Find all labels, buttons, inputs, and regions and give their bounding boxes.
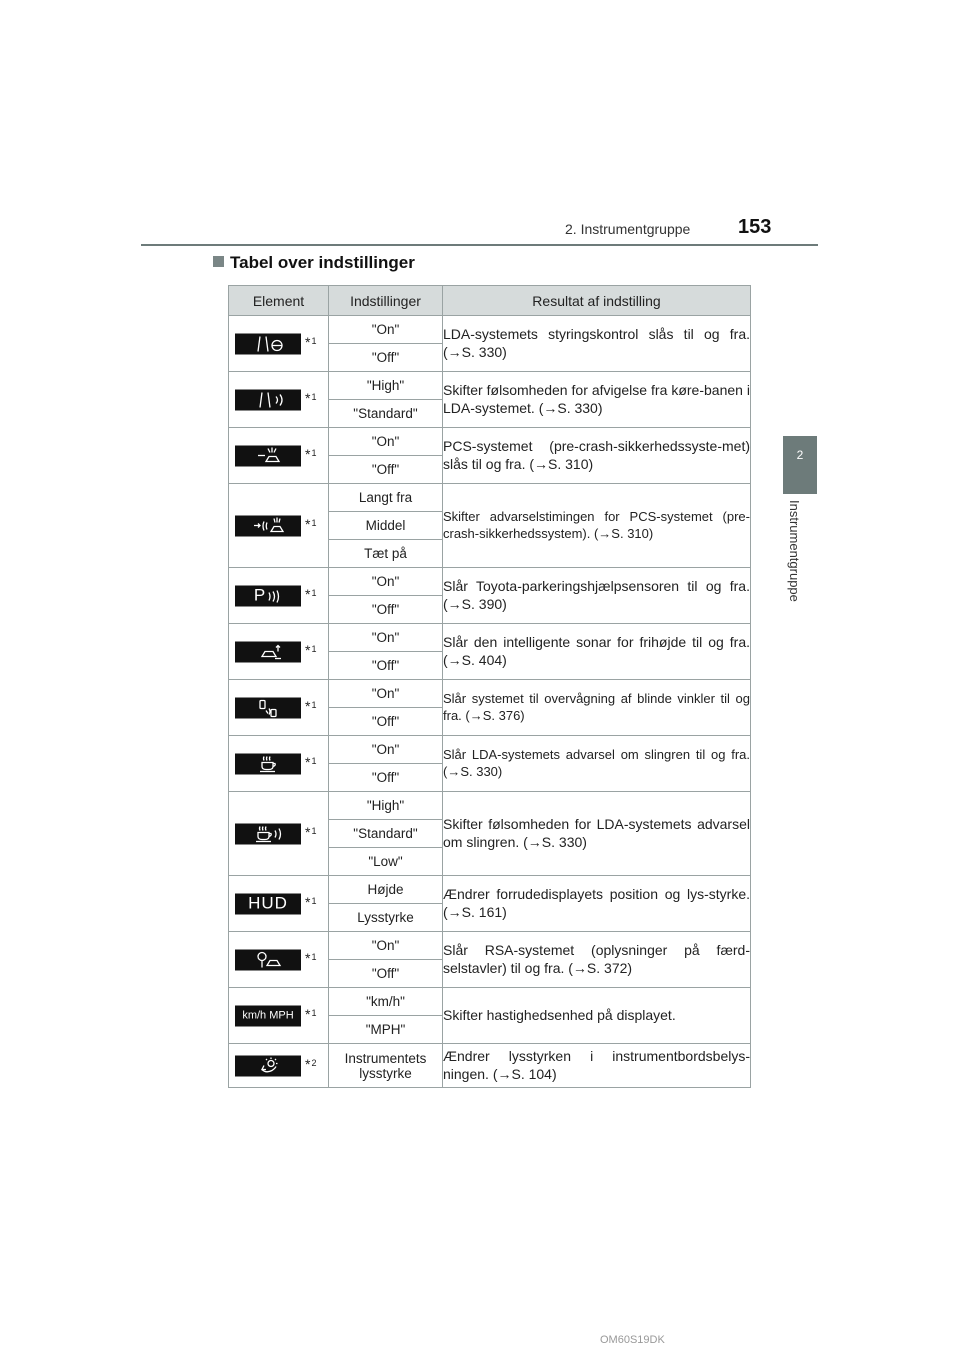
footnote-marker: *$^1$ bbox=[305, 445, 317, 462]
result-text: Skifter hastighedsenhed på displayet. bbox=[443, 988, 751, 1044]
element-cell bbox=[229, 1044, 329, 1088]
chapter-tab bbox=[783, 436, 817, 494]
speed-unit-label: km/h MPH bbox=[242, 1009, 294, 1022]
sway-warning-icon bbox=[235, 753, 301, 774]
option-value: "Off" bbox=[329, 960, 443, 988]
option-value: Højde bbox=[329, 876, 443, 904]
result-text: Skifter følsomheden for afvigelse fra køre-banen i LDA-systemet. (→S. 330) bbox=[443, 372, 751, 428]
table-row bbox=[229, 428, 751, 456]
chapter-header: 2. Instrumentgruppe bbox=[565, 221, 691, 237]
result-text: Slår Toyota-parkeringshjælpsensoren til og fra. (→S. 390) bbox=[443, 568, 751, 624]
option-value: Middel bbox=[329, 512, 443, 540]
result-text: Slår systemet til overvågning af blinde vinkler til og fra. (→S. 376) bbox=[443, 680, 751, 736]
footnote-marker: *$^1$ bbox=[305, 823, 317, 840]
table-row bbox=[229, 316, 751, 344]
chapter-tab-label: Instrumentgruppe bbox=[787, 500, 802, 602]
result-text: Skifter følsomheden for LDA-systemets advarsel om slingren. (→S. 330) bbox=[443, 792, 751, 876]
footnote-marker: *$^2$ bbox=[305, 1055, 317, 1072]
element-cell bbox=[229, 316, 329, 372]
result-text: Ændrer forrudedisplayets position og lys-styrke. (→S. 161) bbox=[443, 876, 751, 932]
option-value: "On" bbox=[329, 736, 443, 764]
table-header-row bbox=[229, 286, 751, 316]
element-cell bbox=[229, 624, 329, 680]
sway-sensitivity-icon bbox=[235, 823, 301, 844]
table-row bbox=[229, 624, 751, 652]
option-value: "On" bbox=[329, 624, 443, 652]
hud-label: HUD bbox=[248, 893, 288, 913]
element-cell bbox=[229, 988, 329, 1044]
element-cell bbox=[229, 680, 329, 736]
element-cell bbox=[229, 484, 329, 568]
blind-spot-monitor-icon bbox=[235, 697, 301, 718]
option-value: "Off" bbox=[329, 764, 443, 792]
option-value: "Off" bbox=[329, 456, 443, 484]
table-row bbox=[229, 484, 751, 512]
element-cell bbox=[229, 736, 329, 792]
section-title-text: Tabel over indstillinger bbox=[230, 253, 415, 272]
option-value: "Standard" bbox=[329, 400, 443, 428]
element-cell bbox=[229, 932, 329, 988]
option-value: "On" bbox=[329, 568, 443, 596]
square-bullet-icon bbox=[213, 256, 224, 267]
option-value: "MPH" bbox=[329, 1016, 443, 1044]
column-header: Resultat af indstilling bbox=[443, 286, 751, 316]
option-value: Langt fra bbox=[329, 484, 443, 512]
result-text: LDA-systemets styringskontrol slås til og fra. (→S. 330) bbox=[443, 316, 751, 372]
element-cell bbox=[229, 568, 329, 624]
footnote-marker: *$^1$ bbox=[305, 949, 317, 966]
hud-icon bbox=[235, 893, 301, 914]
table-row bbox=[229, 736, 751, 764]
parking-sensor-icon bbox=[235, 585, 301, 606]
footnote-marker: *$^1$ bbox=[305, 697, 317, 714]
table-row bbox=[229, 372, 751, 400]
speed-unit-icon bbox=[235, 1005, 301, 1026]
column-header: Element bbox=[229, 286, 329, 316]
footnote-marker: *$^1$ bbox=[305, 753, 317, 770]
option-value: "Off" bbox=[329, 708, 443, 736]
parking-p-glyph: P bbox=[253, 585, 267, 605]
pcs-timing-icon bbox=[235, 515, 301, 536]
table-row bbox=[229, 792, 751, 820]
option-value: "On" bbox=[329, 680, 443, 708]
result-text: Slår RSA-systemet (oplysninger på færd-selstavler) til og fra. (→S. 372) bbox=[443, 932, 751, 988]
table-row bbox=[229, 680, 751, 708]
rsa-icon bbox=[235, 949, 301, 970]
option-value: "On" bbox=[329, 316, 443, 344]
footnote-marker: *$^1$ bbox=[305, 585, 317, 602]
table-row bbox=[229, 988, 751, 1016]
pcs-icon bbox=[235, 445, 301, 466]
clearance-sonar-icon bbox=[235, 641, 301, 662]
result-text: Slår den intelligente sonar for frihøjde til og fra. (→S. 404) bbox=[443, 624, 751, 680]
option-value: "On" bbox=[329, 428, 443, 456]
table-row bbox=[229, 876, 751, 904]
footnote-marker: *$^1$ bbox=[305, 333, 317, 350]
result-text: Slår LDA-systemets advarsel om slingren til og fra. (→S. 330) bbox=[443, 736, 751, 792]
lda-steering-icon bbox=[235, 333, 301, 354]
option-value: Lysstyrke bbox=[329, 904, 443, 932]
option-value: "High" bbox=[329, 372, 443, 400]
option-value: Instrumentets lysstyrke bbox=[329, 1044, 443, 1088]
lda-sensitivity-icon bbox=[235, 389, 301, 410]
footnote-marker: *$^1$ bbox=[305, 389, 317, 406]
option-value: "On" bbox=[329, 932, 443, 960]
option-value: "Off" bbox=[329, 596, 443, 624]
option-value: "Off" bbox=[329, 344, 443, 372]
result-text: Ændrer lysstyrken i instrumentbordsbelys-ningen. (→S. 104) bbox=[443, 1044, 751, 1088]
header-rule bbox=[141, 244, 818, 246]
footnote-marker: *$^1$ bbox=[305, 641, 317, 658]
section-title bbox=[213, 253, 415, 273]
element-cell bbox=[229, 876, 329, 932]
column-header: Indstillinger bbox=[329, 286, 443, 316]
element-cell bbox=[229, 428, 329, 484]
footnote-marker: *$^1$ bbox=[305, 893, 317, 910]
option-value: "km/h" bbox=[329, 988, 443, 1016]
table-row bbox=[229, 568, 751, 596]
footnote-marker: *$^1$ bbox=[305, 515, 317, 532]
footnote-marker: *$^1$ bbox=[305, 1005, 317, 1022]
page-number: 153 bbox=[738, 216, 772, 238]
element-cell bbox=[229, 792, 329, 876]
result-text: PCS-systemet (pre-crash-sikkerhedssyste-met) slås til og fra. (→S. 310) bbox=[443, 428, 751, 484]
option-value: "Standard" bbox=[329, 820, 443, 848]
option-value: Tæt på bbox=[329, 540, 443, 568]
element-cell bbox=[229, 372, 329, 428]
settings-table bbox=[228, 285, 751, 1088]
option-value: "Off" bbox=[329, 652, 443, 680]
brightness-icon bbox=[235, 1055, 301, 1076]
watermark: OM60S19DK bbox=[600, 1334, 665, 1346]
chapter-tab-number: 2 bbox=[796, 448, 804, 462]
table-row bbox=[229, 932, 751, 960]
option-value: "High" bbox=[329, 792, 443, 820]
result-text: Skifter advarselstimingen for PCS-systemet (pre-crash-sikkerhedssystem). (→S. 310) bbox=[443, 484, 751, 568]
table-row bbox=[229, 1044, 751, 1088]
option-value: "Low" bbox=[329, 848, 443, 876]
